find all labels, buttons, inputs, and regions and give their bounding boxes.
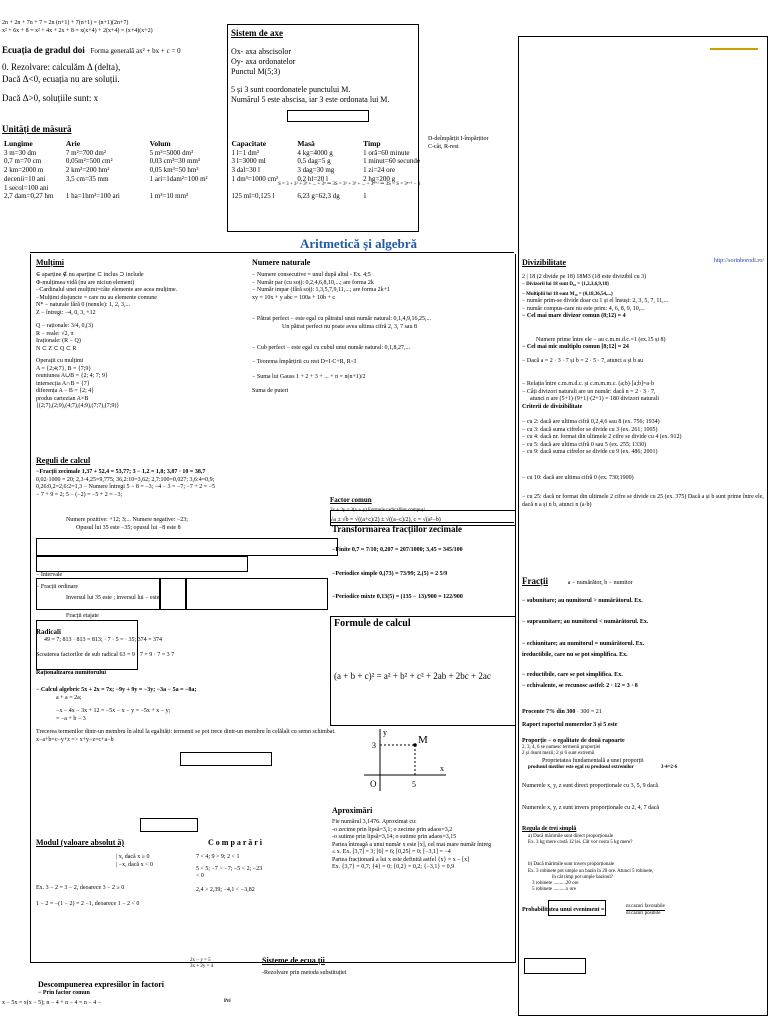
natural-title: Numere naturale [252, 258, 311, 267]
table-cell: 1 secol=100 ani [4, 183, 49, 192]
div-crit-3: − cu 3: dacă suma cifrelor se divide cu 3 (ex. 261; 1005) [522, 426, 658, 433]
approx-line-7: Ex. {3,7} = 0,7; {4} = 0; {0,2} = 0,2; {−3,1} = 0,9 [332, 864, 455, 870]
sets-line-4: −Mulțimi disjuncte = care nu au elemente comune [36, 294, 157, 301]
fractions-title: Fracții [522, 576, 548, 586]
div-line-12: atunci n are (5+1)·(9+1)·(2+1) = 180 divizori naturali [530, 396, 659, 402]
units-section [2, 124, 422, 201]
div-line-11: − Câți divizori naturali are un număr: dacă n = 2 · 3 · 7, [522, 388, 656, 395]
calc-line-5: Numere pozitive: +12; 3;... Numere negative: −23; [66, 517, 188, 523]
fractions-sub: − subunitare; au numitorul > numărătorul. Ex. [522, 597, 643, 604]
calc-algebraic-2: a + a = 2a; [56, 694, 82, 701]
calc-intervals: − Intervale [36, 572, 63, 578]
transform-periodic-mixed: −Periodice mixte 0,13(5) = (135 − 13)/900 = 122/900 [332, 594, 463, 601]
div-crit-4: − cu 4: dacă nr. format din ultimele 2 cifre se divide cu 4 (ex. 912) [522, 434, 682, 440]
table-cell: 7 m²=700 dm² [65, 148, 106, 157]
rule-line-4: Ex. 3 robinete pot umple un bazin în 20 ore. Atunci 5 robinete, [528, 868, 654, 874]
grad2-negative: Dacă Δ<0, ecuația nu are soluții. [2, 73, 120, 84]
div-line-7: Numere prime între ele − au c.m.m.d.c.=1 (ex.15 și 8) [536, 336, 666, 343]
sets-op-5: produs cartezian A×B [36, 395, 89, 402]
common-factor-title: Factor comun [330, 496, 372, 504]
ratio-line: Raport raportul numerelor 3 și 5 este [522, 722, 618, 728]
table-cell: 5 m³=5000 dm³ [149, 148, 194, 157]
grad2-step0: 0. Rezolvare: calculăm Δ (delta), [2, 62, 121, 73]
modulus-case-1: | x, dacă x ≥ 0 [116, 854, 150, 860]
fractions-supra: − supraunitare; au numitorul < numărătorul. Ex. [522, 619, 649, 625]
comparisons-line-2: 5 < 5; −7 > −7; −5 < 2; −23 [196, 865, 263, 872]
percent-label: Procente 7% din 300 [522, 708, 576, 715]
modulus-case-2: | −x, dacă x < 0 [116, 861, 153, 868]
natural-line-7: − Cub perfect − este egal cu cubul unui număr natural: 0,1,8,27,... [252, 345, 411, 351]
table-cell: 4 kg=4000 g [297, 148, 333, 157]
proportion-example: 3·4=2·6 [660, 765, 678, 770]
coordinate-graph [360, 725, 450, 795]
calc-radicals: Radicali [36, 628, 61, 636]
units-title: Unități de măsură [2, 124, 72, 134]
axes-oy: Oy- axa ordonatelor [231, 57, 296, 67]
table-cell: 1 m³=10 mm³ [149, 192, 189, 201]
table-cell: 1 ha=1hm²=100 ari [65, 192, 120, 201]
sets-op-6: {(2;7),(2;9),(4;7),(4;9),(7;7),(7;9)} [36, 403, 120, 409]
modulus-ex-1: Ex. 3 − 2 = 3 − 2, deoarece 3 − 2 ≥ 0 [36, 885, 125, 891]
sets-line-9: Iraționale: (R − Q) [36, 338, 81, 344]
table-cell: 2 km²=200 hm² [65, 166, 110, 175]
axes-title: Sistem de axe [231, 28, 283, 38]
table-cell: 3 dal=30 l [231, 166, 260, 175]
table-cell: 3 m=30 dm [4, 148, 37, 157]
table-cell: 1 ari=1dam²=100 m² [149, 174, 208, 183]
grad2-form: Forma generală ax² + bx + c = 0 [90, 47, 181, 55]
transform-divider [330, 522, 514, 523]
calc-trecere: Trecerea termenilor dintr-un membru în altul la egalități: termenii se pot trece dintr-un membru în celălalt cu semn schimbat. x−a+b=c−y+z => x+y−z=c+a−b [36, 729, 336, 743]
fractions-ired: ireductibile, care nu se pot simplifica. Ex. [522, 652, 628, 658]
axes-coords: 5 și 3 sunt coordonatele punctului M. [231, 85, 351, 95]
table-cell: 1 zi=24 ore [363, 166, 396, 175]
table-row [2, 157, 422, 166]
div-crit-10: − cu 10: dacă are ultima cifră 0 (ex. 730;1900) [522, 474, 634, 481]
natural-line-6: Un pătrat perfect nu poate avea ultima cifră 2, 3, 7 sau 8 [282, 323, 417, 330]
graph-y-label: y [383, 728, 387, 737]
table-row [2, 166, 422, 175]
calc-radicals-line: 49 = 7; 813 · 813 = 813; · 7 · 5 = · 35; 374 = 374 [44, 636, 163, 643]
calc-line-2: 0,02·1000 = 20; 2,3·4,25=9,775; 36,2:10=3,62; 2,7:100=0,027; 3,6:4=0,9; [36, 476, 215, 483]
comparisons-section [196, 838, 336, 894]
grad2-positive: Dacă Δ>0, soluțiile sunt: x [2, 92, 99, 103]
approximations-section [332, 806, 514, 872]
divisibility-section [522, 258, 764, 509]
sets-line-1: ∈ aparține ∉ nu aparține ⊂ inclus ⊃ include [36, 272, 144, 278]
subst-line-1: 2x − y = 5 [190, 958, 211, 963]
table-cell: 6,23 g=62,3 dg [297, 192, 340, 201]
table-cell: 125 ml=0,125 l [231, 192, 275, 201]
systems-method: -Rezolvare prin metoda substituției [262, 970, 347, 976]
fractions-box-3 [186, 578, 328, 610]
div-line-10: − Relația între c.m.m.d.c. și c.m.m.m.c. (a;b)·[a;b]=a·b [522, 381, 655, 387]
div-line-2: − Divizorii lui 18 sunt D₁₈ = {1,2,3,6,9,18} [522, 281, 610, 287]
table-cell: 2 hg=200 g [363, 174, 396, 183]
natural-line-8: − Teorema împărțirii cu rest D=I·C+R, R<I [252, 358, 357, 365]
sets-op-3: intersecția A∩B = {7} [36, 380, 90, 387]
sets-line-6: Z − întregi: −4, 0, 3, +12 [36, 309, 96, 316]
table-cell: 1 dm³=1000 cm³ [231, 174, 279, 183]
systems-section [262, 956, 462, 978]
subst-line-3: Pri [224, 998, 231, 1004]
delta-box [140, 818, 198, 832]
div-crit-5: − cu 5: dacă are ultima cifră 0 sau 5 (ex. 255; 1330) [522, 441, 647, 448]
opposite-box [36, 556, 248, 572]
direct-proportional: Numerele x, y, z sunt direct proporționale cu 3, 5, 9 dacă [522, 783, 659, 790]
top-left-block [2, 20, 227, 104]
formula-square-trinomial: (a + b + c)² = a² + b² + c² + 2ab + 2bc + 2ac [334, 670, 491, 681]
div-line-8: − Cel mai mic multiplu comun [8;12] = 24 [522, 344, 629, 350]
modulus-title: Modul (valoare absolut ă) [36, 838, 125, 847]
axes-ox: Ox- axa abscisolor [231, 47, 291, 57]
proportion-property: Proprietatea fundamentală a unei proporții [542, 757, 644, 764]
table-cell: 2,7 dam=0,27 hm [4, 192, 54, 201]
proportion-def: Proporție − o egalitate de două rapoarte [522, 737, 625, 744]
probability-denominator: nr.cazuri posibile [626, 910, 665, 917]
table-cell: 1 [363, 192, 367, 201]
calc-frac-ord: − Fracții ordinare [36, 583, 79, 590]
intervals-box [36, 620, 138, 670]
sets-title: Mulțimi [36, 258, 64, 267]
table-cell: 3 dag=30 mg [297, 166, 335, 175]
substitution-example [190, 958, 260, 1005]
natural-line-3: − Număr impar (fără soț): 1,3,5,7,9,11,...; are forma 2k+1 [252, 287, 391, 293]
rule-line-2: Ex. 3 kg mere costă 12 lei. Cât vor costa 5 kg mere? [528, 840, 633, 845]
table-cell: 0,05m²=500 cm² [65, 157, 113, 166]
approx-line-5: ≤ x. Ex. [3,7] = 3; [6] = 6; [0,25] = 0; [−3,1] = −4 [332, 849, 451, 855]
table-cell: 1 l=1 dm³ [231, 148, 259, 157]
percent-value: · 300 = 21 [576, 708, 602, 715]
factoring-title: Descompunerea expresiilor în factori [38, 980, 164, 989]
table-cell: 0,5 dag=5 g [297, 157, 331, 166]
approx-line-2: -o zecime prin lipsă=3,1; o zecime prin adaos=3,2 [332, 826, 453, 833]
arith-underline [30, 252, 514, 253]
factor-eq-2: x² + 6x + 8 = x² + 4x + 2x + 8 = x(x+4) + 2(x+4) = (x+4)(x+2) [2, 27, 153, 34]
sets-line-5: N* − naturale fără 0 (nenule): 1, 2, 3,... [36, 302, 131, 308]
calc-algebraic-4: = −a + b − 3 [56, 715, 86, 722]
sets-line-10: N ⊂ Z ⊂ Q ⊂ R [36, 345, 77, 352]
table-cell: decenii=10 ani [4, 174, 46, 183]
div-crit-2: − cu 2: dacă are ultima cifră 0,2,4,6 sau 8 (ex. 756; 1934) [522, 419, 660, 425]
div-line-6: − Cel mai mare divizor comun (8;12) = 4 [522, 313, 626, 319]
calc-scoatere: Scoaterea factorilor de sub radical 63 = 9 · 7 = 9 · 7 = 3 7 [36, 652, 175, 659]
div-line-5: − număr compus-care nu este prim: 4, 6, 8, 9, 10,... [522, 305, 645, 312]
natural-line-2: − Număr par (cu soț): 0,2,4,6,8,10,...; are forma 2k [252, 279, 374, 286]
natural-line-5: − Pătrat perfect − este egal cu pătratul unui număr natural: 0,1,4,9,16,25,... [252, 316, 432, 322]
table-cell: 2 km=2000 m [4, 166, 44, 175]
sets-line-7: Q − raționale: 3/4, 0,(3) [36, 323, 94, 329]
modulus-ex-2: 1 − 2 = −(1 − 2) = 2 −1, deoarece 1 − 2 < 0 [36, 900, 140, 907]
table-cell: 0,05 km³=50 hm³ [149, 166, 199, 175]
sets-ops-title: Operații cu mulțimi [36, 358, 84, 364]
rule-line-7: 5 robinete ..........x ore [532, 887, 577, 893]
integers-box [36, 538, 338, 556]
formulas-section [334, 618, 512, 682]
transform-finite: −Finite 0,7 = 7/10; 0,207 = 207/1000; 3,45 = 345/100 [332, 547, 463, 554]
rule-line-3: b) Dacă mărimile sunt invers proporționale [528, 862, 615, 868]
arith-title: Aritmetică și algebră [300, 236, 417, 251]
division-note-1: D-deîmpărțit I-împărțitor [428, 136, 489, 142]
substitution-expr-box [180, 752, 272, 766]
inverse-proportional: Numerele x, y, z sunt invers proporționale cu 2, 4, 7 dacă [522, 804, 660, 811]
grad2-title: Ecuația de gradul doi [2, 45, 85, 55]
units-header-capacity: Capacitate [231, 139, 267, 149]
calc-line-3: 0,26:0,2=2,6:2=1,3 − Numere întregi 5 − 8 = −3; −4 − 3 = −7; −7 + 2 = −5 [36, 484, 216, 490]
table-cell: 1 oră=60 minute [363, 148, 410, 157]
common-factor-line-1: 3x + 3y = 3(x + y) Formule radicalilor compuși [330, 507, 425, 513]
divisibility-title: Divizibilitate [522, 258, 566, 267]
table-cell: 3,5 cm=35 mm [65, 174, 109, 183]
comparisons-line-1: 7 < 4; 9 > 9; 2 < 1 [196, 854, 240, 860]
transform-periodic-simple: −Periodice simple 0,(73) = 73/99; 2,(5) = 2 5/9 [332, 570, 448, 577]
transform-title: Transformarea fracțiilor zecimale [332, 524, 462, 534]
fractions-box-2 [160, 578, 186, 610]
calc-inverse: Inversul lui 35 este ; inversul lui − este [66, 595, 160, 601]
fractions-def: a − numărător, b − numitor [567, 580, 633, 586]
factoring-section [2, 980, 192, 1007]
units-header-area: Arie [65, 139, 81, 149]
division-note-2: C-cât, R-rest [428, 144, 459, 150]
div-crit-9: − cu 9: dacă suma cifrelor se divide cu 9 (ex. 486; 2001) [522, 449, 658, 455]
proportion-terms: 2, 3, 4, 6 se numesc termenii proporției [522, 745, 601, 750]
div-line-4: − număr prim-se divide doar cu 1 și el însuși: 2, 3, 5, 7, 11,... [522, 298, 669, 304]
div-line-9: − Dacă a = 2 · 3 · 7 și b = 2 · 5 · 7, atunci a și b au [522, 357, 644, 364]
div-line-3: − Multiplii lui 18 sunt M₁₈ = {0,18,36,54,...} [522, 291, 613, 297]
probability-title: Probabilitatea unui eveniment = [522, 906, 605, 913]
comparisons-line-3: < 0 [196, 873, 204, 879]
fractions-echi: − echiunitare; au numitorul = numărătorul. Ex. [522, 640, 645, 647]
fractions-echiv: − echivalente, se recunosc astfel: 2 · 12 = 3 · 8 [522, 683, 638, 689]
table-row [2, 149, 422, 158]
units-header-time: Timp [363, 139, 381, 149]
units-table [2, 139, 422, 201]
fractions-box-1 [36, 578, 160, 610]
sets-line-3: −Cardinalul unei mulțimi=câte elemente are acea mulțime. [36, 287, 178, 293]
proportion-product: produsul mezilor este egal cu produsul extremilor [528, 765, 634, 770]
rule-example-box-a [548, 900, 606, 916]
factoring-subtitle: − Prin factor comun [38, 990, 90, 996]
graph-x-label: x [440, 764, 444, 773]
rule-of-three-title: Regula de trei simplă [522, 826, 577, 833]
rule-line-6: 3 robinete ..........20 ore [532, 881, 579, 886]
calc-rational: Raționalizarea numitorului [36, 669, 107, 676]
calc-line-4: − 7 + 9 = 2; 5 − (−2) = −5 + 2 = −3; [36, 491, 123, 498]
natural-line-10: Suma de puteri [252, 387, 289, 394]
sets-line-8: R − reale: √2, π [36, 330, 74, 337]
graph-tick-y: 3 [372, 741, 376, 750]
modulus-section [36, 838, 196, 908]
calc-etajate: Fracții etajate [66, 612, 99, 619]
natural-numbers-section [252, 258, 512, 395]
probability-numerator: nr.cazuri favorabile [626, 903, 665, 909]
comparisons-title: C o m p a r ă r i [208, 838, 262, 847]
factor-eq-1: 2n + 2n + 7n + 7 = 2n (n+1) + 7(n+1) = (n+1)(2n+7) [2, 20, 129, 26]
graph-tick-x: 5 [412, 780, 416, 789]
table-row [2, 192, 422, 201]
sets-op-4: diferența A − B = {2; 4} [36, 388, 95, 394]
graph-point-m [413, 743, 417, 747]
table-cell: 0,2 hl=20 l [297, 174, 328, 183]
units-header-mass: Masă [297, 139, 315, 149]
formulas-title: Formule de calcul [334, 618, 411, 629]
natural-line-4: xy = 10x + y abc = 100a + 10b + c [252, 294, 336, 301]
axes-inner-box [287, 110, 369, 122]
approx-line-3: -o sutime prin lipsă=3,14; o sutime prin adaos=3,15 [332, 834, 457, 840]
decimal-transform-section [332, 524, 514, 602]
approx-line-6: Partea fracționară a lui x este definită astfel {x} = x − [x] [332, 856, 470, 863]
right-top-inner-box [518, 36, 766, 264]
sets-op-1: A = {2;4;7}, B = {7;9} [36, 365, 92, 372]
sets-line-2: Φ-mulțimea vidă (nu are niciun element) [36, 279, 135, 286]
div-line-1: 2 | 18 (2 divide pe 18) 18M3 (18 este divizibil cu 3) [522, 274, 647, 280]
proportion-means: 2 și 4sunt mezii; 2 și 6 sunt extremii [522, 751, 595, 757]
calc-title: Reguli de calcul [36, 456, 91, 465]
units-header-volume: Volum [149, 139, 171, 149]
calc-line-1: −Fracții zecimale 1,37 + 52,4 = 53,77; 3 − 1,2 = 1,8; 3,87 · 10 = 38,7 [36, 469, 206, 475]
table-cell: 3 l=3000 ml [231, 157, 266, 166]
factoring-line-1: x − 5x = x(x − 5); n − 4 + n − 4 = n − 4 − [2, 999, 102, 1006]
sets-op-2: reuniunea A∪B = {2; 4; 7; 9} [36, 373, 108, 379]
approx-line-4: Partea întreagă a unui număr x este [x], cel mai mare număr întreg [332, 841, 492, 848]
table-cell: 0,7 m=70 cm [4, 157, 42, 166]
systems-title: Sisteme de ecua ții [262, 956, 325, 965]
table-cell: 1 minut=60 secunde [363, 157, 420, 166]
graph-origin-label: O [370, 779, 377, 789]
axes-abscisa: Numărul 5 este abscisa, iar 3 este ordonata lui M. [231, 95, 390, 105]
subst-line-2: 3x + 2y = 4 [190, 964, 214, 970]
approx-title: Aproximări [332, 806, 373, 815]
table-cell: 0,03 cm³=30 mm³ [149, 157, 200, 166]
axes-point: Punctul M(5;3) [231, 67, 281, 77]
comparisons-line-4: 2,4 > 2,39; −4,1 < −3,82 [196, 886, 255, 893]
common-factor-line-2: √a ± √b = √((a+c)/2) ± √((a−c)/2), c = √(a²−b) [330, 517, 441, 523]
units-header-length: Lungime [4, 139, 33, 149]
calc-algebraic: − Calcul algebric 5x + 2x = 7x; −9y + 9y = −3y; −3a − 5a = −8a; [36, 687, 197, 694]
source-link[interactable]: http://sorinborodi.ro/ [713, 258, 764, 264]
rule-line-5: în cât timp pot umple bazinul? [552, 874, 613, 880]
graph-point-label: M [418, 734, 428, 746]
approx-line-1: Fie numărul 3,1476. Aproximat cu: [332, 819, 417, 825]
calc-algebraic-3: −x − 4x − 3x + 12 = −5x − x − y = −5x + x − y; [56, 708, 171, 715]
sets-section [36, 258, 241, 411]
natural-line-1: − Numere consecutive = unul după altul - Ex. 4;5 [252, 272, 371, 278]
div-criteria-title: Criterii de divizibilitate [522, 403, 583, 410]
fractions-red: − reductibile, care se pot simplifica. Ex. [522, 671, 623, 678]
power-sum-formula: S = 3 + 3² + 3³ + ... + 3ⁿ ⇒ 3S = 3² + 3³ + ... + 3ⁿ⁺¹ ⇒ 3S − S = 3ⁿ⁺¹ − 3 [278, 182, 421, 187]
div-crit-25: − cu 25: dacă nr format din ultimele 2 cifre se divide cu 25 (ex. 375) Dacă a și b sunt prime între ele, dacă n a și n b, atunci n (a·b) [522, 494, 764, 508]
fractions-section [522, 576, 764, 917]
calc-line-6: Opusul lui 35 este −35; opusul lui −8 este 8 [76, 524, 181, 531]
natural-line-9: − Suma lui Gauss 1 + 2 + 3 + ... + n = n(n+1)/2 [252, 374, 366, 380]
rule-example-box-b [524, 958, 586, 974]
rule-line-1: a) Dacă mărimile sunt direct proporționale [528, 833, 614, 839]
